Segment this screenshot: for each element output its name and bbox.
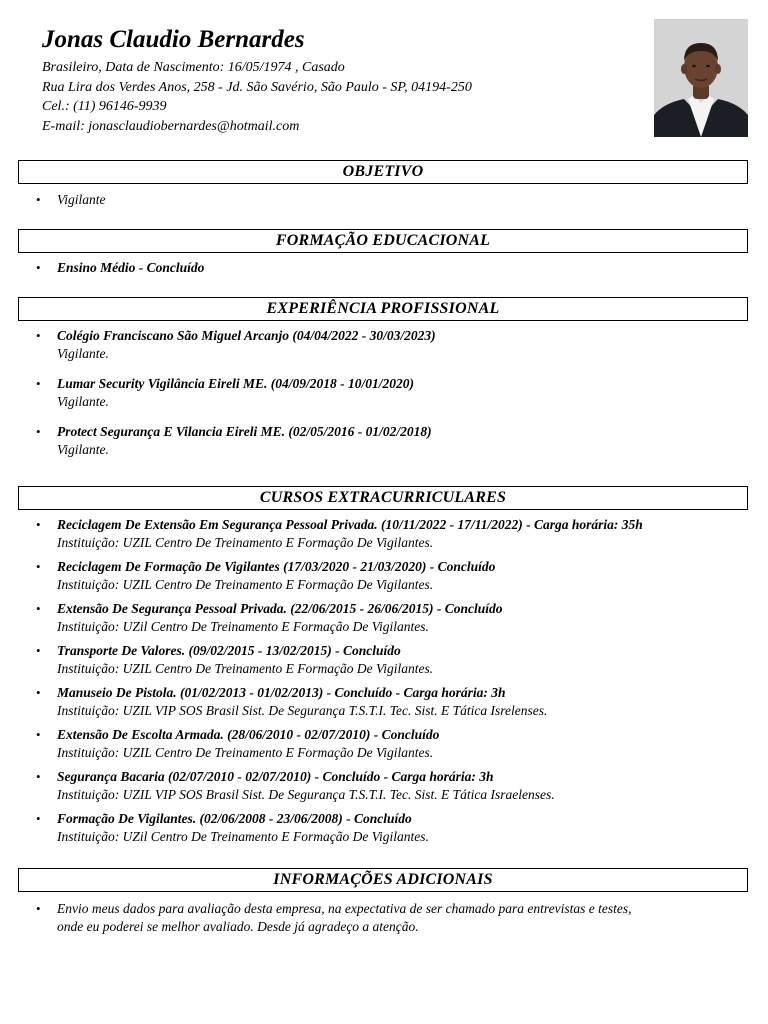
bullet: •	[36, 192, 41, 207]
job-title: Lumar Security Vigilância Eireli ME. (04/09/2018 - 10/01/2020)	[57, 376, 415, 391]
resume-header	[42, 24, 642, 136]
bullet: •	[36, 424, 41, 439]
section-objetivo-heading: OBJETIVO	[18, 160, 748, 184]
email: E-mail: jonasclaudiobernardes@hotmail.com	[42, 118, 300, 134]
bullet: •	[36, 811, 41, 826]
formacao-item: Ensino Médio - Concluído	[57, 260, 205, 275]
bullet: •	[36, 601, 41, 616]
course-institution: Instituição: UZIL Centro De Treinamento E Formação De Vigilantes.	[57, 661, 434, 676]
candidate-name: Jonas Claudio Bernardes	[42, 26, 305, 53]
section-formacao-heading: FORMAÇÃO EDUCACIONAL	[18, 229, 748, 253]
profile-photo-portrait	[654, 19, 748, 137]
list-item	[0, 768, 768, 804]
list-item	[0, 327, 768, 363]
address: Rua Lira dos Verdes Anos, 258 - Jd. São Savério, São Paulo - SP, 04194-250	[42, 79, 472, 95]
personal-info: Brasileiro, Data de Nascimento: 16/05/1974 , Casado	[42, 60, 345, 75]
course-title: Manuseio De Pistola. (01/02/2013 - 01/02/2013) - Concluído - Carga horária: 3h	[57, 685, 506, 700]
profile-photo	[654, 19, 748, 137]
course-institution: Instituição: UZIL Centro De Treinamento E Formação De Vigilantes.	[57, 535, 434, 550]
course-title: Reciclagem De Extensão Em Segurança Pessoal Privada. (10/11/2022 - 17/11/2022) - Carga horária: 35h	[57, 517, 643, 532]
job-role: Vigilante.	[57, 442, 109, 457]
bullet: •	[36, 769, 41, 784]
list-item	[0, 684, 768, 720]
course-title: Reciclagem De Formação De Vigilantes (17/03/2020 - 21/03/2020) - Concluído	[57, 559, 496, 574]
bullet: •	[36, 685, 41, 700]
objetivo-list	[0, 191, 768, 209]
bullet: •	[36, 517, 41, 532]
course-institution: Instituição: UZIL Centro De Treinamento E Formação De Vigilantes.	[57, 745, 434, 760]
list-item	[0, 600, 768, 636]
job-title: Protect Segurança E Vilancia Eireli ME. (02/05/2016 - 01/02/2018)	[57, 424, 432, 439]
course-institution: Instituição: UZIL VIP SOS Brasil Sist. De Segurança T.S.T.I. Tec. Sist. E Tática Israelenses.	[57, 787, 555, 802]
adicionais-list	[0, 900, 768, 936]
bullet: •	[36, 260, 41, 275]
course-institution: Instituição: UZIL VIP SOS Brasil Sist. De Segurança T.S.T.I. Tec. Sist. E Tática Isrelenses.	[57, 703, 548, 718]
job-title: Colégio Franciscano São Miguel Arcanjo (04/04/2022 - 30/03/2023)	[57, 328, 436, 343]
course-title: Extensão De Segurança Pessoal Privada. (22/06/2015 - 26/06/2015) - Concluído	[57, 601, 503, 616]
list-item	[0, 558, 768, 594]
list-item	[0, 642, 768, 678]
course-title: Extensão De Escolta Armada. (28/06/2010 - 02/07/2010) - Concluído	[57, 727, 440, 742]
bullet: •	[36, 376, 41, 391]
list-item	[0, 810, 768, 846]
phone: Cel.: (11) 96146-9939	[42, 99, 167, 114]
bullet: •	[36, 559, 41, 574]
job-role: Vigilante.	[57, 346, 109, 361]
list-item	[0, 516, 768, 552]
experiencia-list	[0, 327, 768, 459]
course-institution: Instituição: UZil Centro De Treinamento E Formação De Vigilantes.	[57, 829, 429, 844]
additional-info-line: onde eu poderei se melhor avaliado. Desde já agradeço a atenção.	[57, 919, 419, 934]
job-role: Vigilante.	[57, 394, 109, 409]
list-item	[0, 375, 768, 411]
additional-info-line: Envio meus dados para avaliação desta empresa, na expectativa de ser chamado para entrevistas e testes,	[57, 901, 632, 916]
list-item	[0, 191, 768, 209]
cursos-list	[0, 516, 768, 846]
course-institution: Instituição: UZIL Centro De Treinamento E Formação De Vigilantes.	[57, 577, 434, 592]
bullet: •	[36, 643, 41, 658]
objetivo-item: Vigilante	[57, 192, 106, 207]
section-experiencia-heading: EXPERIÊNCIA PROFISSIONAL	[18, 297, 748, 321]
list-item	[0, 900, 768, 936]
bullet: •	[36, 727, 41, 742]
section-cursos-heading: CURSOS EXTRACURRICULARES	[18, 486, 748, 510]
course-title: Transporte De Valores. (09/02/2015 - 13/02/2015) - Concluído	[57, 643, 401, 658]
section-adicionais-heading: INFORMAÇÕES ADICIONAIS	[18, 868, 748, 892]
course-title: Segurança Bacaria (02/07/2010 - 02/07/2010) - Concluído - Carga horária: 3h	[57, 769, 494, 784]
bullet: •	[36, 328, 41, 343]
formacao-list	[0, 259, 768, 277]
course-institution: Instituição: UZil Centro De Treinamento E Formação De Vigilantes.	[57, 619, 429, 634]
course-title: Formação De Vigilantes. (02/06/2008 - 23/06/2008) - Concluído	[57, 811, 412, 826]
list-item	[0, 259, 768, 277]
list-item	[0, 726, 768, 762]
list-item	[0, 423, 768, 459]
bullet: •	[36, 901, 41, 916]
